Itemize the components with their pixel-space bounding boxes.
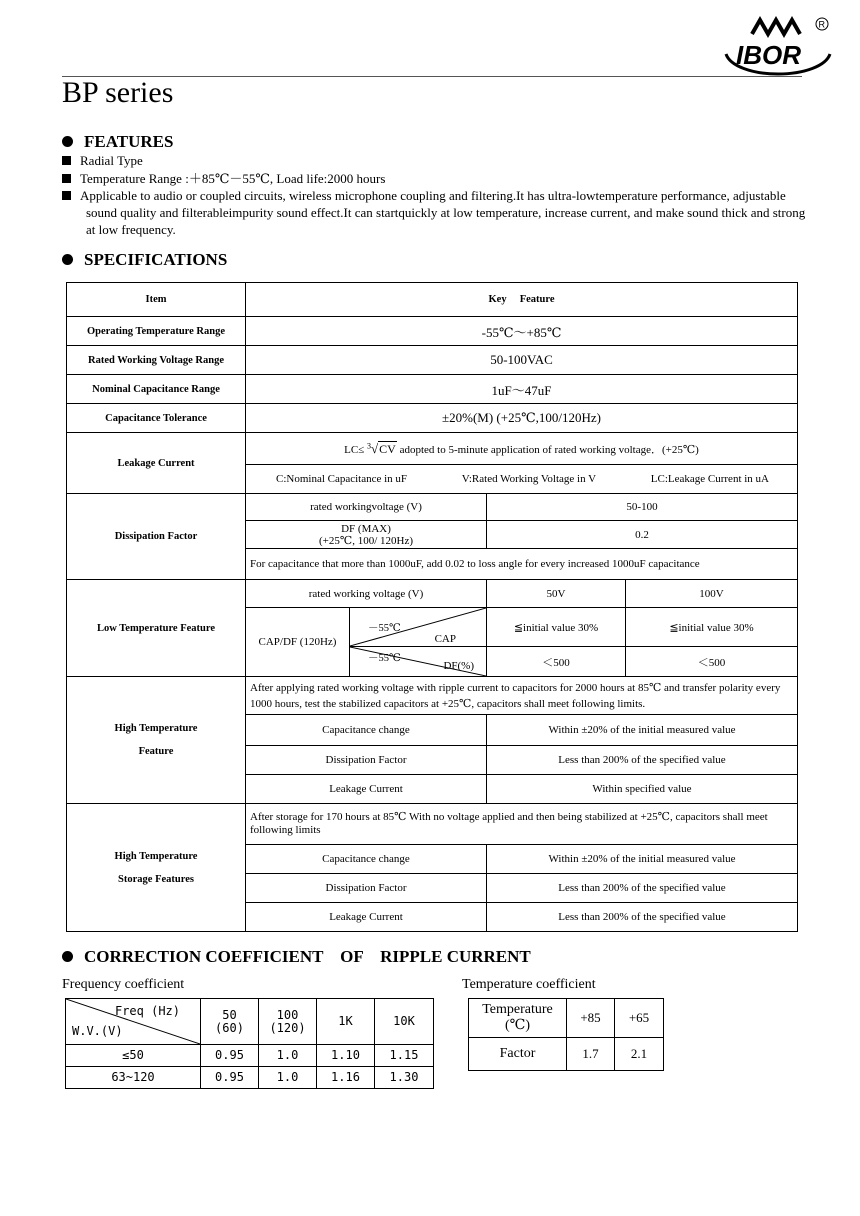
coef-cell: 1.0	[259, 1045, 317, 1067]
df-max-value: 0.2	[487, 521, 798, 549]
feature-item-continued: at low frequency.	[86, 222, 176, 237]
page-title: BP series	[62, 76, 174, 109]
low-temp-v1: 50V	[487, 580, 626, 608]
leakage-notes: C:Nominal Capacitance in uF V:Rated Working Voltage in V LC:Leakage Current in uA	[246, 465, 798, 494]
header-key-feature: Key Feature	[246, 283, 798, 317]
circle-bullet-icon	[62, 136, 73, 147]
table-row	[67, 433, 798, 465]
nominal-cap-label: Nominal Capacitance Range	[67, 375, 246, 404]
factor-value: 2.1	[615, 1038, 664, 1071]
features-heading: FEATURES	[62, 132, 173, 152]
temp-col-header: +85	[567, 999, 615, 1038]
table-header-row	[469, 999, 664, 1038]
header-item: Item	[67, 283, 246, 317]
capdf-label: CAP/DF (120Hz)	[246, 608, 350, 677]
table-row	[67, 804, 798, 845]
logo-registered: R	[818, 19, 825, 30]
op-temp-value: -55℃～+85℃	[246, 317, 798, 346]
high-storage-value: Less than 200% of the specified value	[487, 874, 798, 903]
specifications-heading: SPECIFICATIONS	[62, 250, 227, 270]
high-temp-label: High Temperature Feature	[67, 677, 246, 804]
table-row	[67, 317, 798, 346]
high-storage-label: High Temperature Storage Features	[67, 804, 246, 932]
brand-logo	[722, 14, 834, 76]
dissipation-note: For capacitance that more than 1000uF, add 0.02 to loss angle for every increased 1000uF capacitance	[246, 549, 798, 580]
square-bullet-icon	[62, 191, 71, 200]
low-temp-label: Low Temperature Feature	[67, 580, 246, 677]
coef-cell: 0.95	[201, 1045, 259, 1067]
table-row	[67, 580, 798, 608]
frequency-coefficient-table	[65, 998, 434, 1089]
temp-col-header: +65	[615, 999, 664, 1038]
op-temp-label: Operating Temperature Range	[67, 317, 246, 346]
table-header-row	[66, 999, 434, 1045]
coef-cell: 1.30	[375, 1067, 434, 1089]
high-temp-key: Dissipation Factor	[246, 746, 487, 775]
high-temp-value: Within specified value	[487, 775, 798, 804]
dissipation-voltage-value: 50-100	[487, 494, 798, 521]
low-temp-cap-v1: ≦initial value 30%	[487, 608, 626, 647]
high-storage-key: Dissipation Factor	[246, 874, 487, 903]
coef-cell: 1.10	[317, 1045, 375, 1067]
table-row	[67, 677, 798, 715]
leakage-label: Leakage Current	[67, 433, 246, 494]
table-row	[66, 1045, 434, 1067]
low-temp-cap-v2: ≦initial value 30%	[626, 608, 798, 647]
cap-diagonal-cell: －55℃ CAP	[350, 608, 487, 647]
df-diagonal-cell: －55℃ DF(%)	[350, 647, 487, 677]
high-temp-desc: After applying rated working voltage with ripple current to capacitors for 2000 hours at 85℃ and transfer polarity every 1000 hours, test the stabilized capacitors at +25℃, capacitors shall meet following limits.	[246, 677, 798, 715]
freq-col-header: 100 (120)	[259, 999, 317, 1045]
high-storage-desc: After storage for 170 hours at 85℃ With no voltage applied and then being stabilized at +25℃, capacitors shall meet following limits	[246, 804, 798, 845]
temp-header: Temperature (℃)	[469, 999, 567, 1038]
cap-tol-label: Capacitance Tolerance	[67, 404, 246, 433]
table-header-row	[67, 283, 798, 317]
table-row	[66, 1067, 434, 1089]
freq-wv-diagonal-cell: Freq (Hz) W.V.(V)	[66, 999, 201, 1045]
feature-item: Radial Type	[62, 152, 143, 169]
dissipation-voltage-label: rated workingvoltage (V)	[246, 494, 487, 521]
low-temp-df-v2: ＜500	[626, 647, 798, 677]
cap-tol-value: ±20%(M) (+25℃,100/120Hz)	[246, 404, 798, 433]
low-temp-v2: 100V	[626, 580, 798, 608]
high-temp-value: Within ±20% of the initial measured value	[487, 715, 798, 746]
correction-heading: CORRECTION COEFFICIENT OF RIPPLE CURRENT	[62, 947, 531, 967]
feature-item: Temperature Range :＋85℃－55℃, Load life:2000 hours	[62, 170, 385, 187]
table-row	[67, 375, 798, 404]
low-temp-df-v1: ＜500	[487, 647, 626, 677]
coef-cell: 1.0	[259, 1067, 317, 1089]
dissipation-label: Dissipation Factor	[67, 494, 246, 580]
table-row	[67, 346, 798, 375]
freq-col-header: 1K	[317, 999, 375, 1045]
coef-cell: 1.15	[375, 1045, 434, 1067]
factor-label: Factor	[469, 1038, 567, 1071]
freq-col-header: 50 (60)	[201, 999, 259, 1045]
leakage-formula: LC≤ $^3$√CV adopted to 5-minute application of rated working voltage．(+25℃)	[246, 433, 798, 465]
high-storage-value: Less than 200% of the specified value	[487, 903, 798, 932]
high-temp-key: Leakage Current	[246, 775, 487, 804]
temperature-coefficient-title: Temperature coefficient	[462, 977, 596, 992]
rated-voltage-value: 50-100VAC	[246, 346, 798, 375]
high-temp-key: Capacitance change	[246, 715, 487, 746]
logo-text: IBOR	[736, 40, 801, 70]
rated-voltage-label: Rated Working Voltage Range	[67, 346, 246, 375]
feature-item-continued: sound quality and filterableimpurity sound effect.It can startquickly at low temperature, increase current, and make sound thick and strong	[86, 205, 806, 220]
nominal-cap-value: 1uF～47uF	[246, 375, 798, 404]
feature-item: Applicable to audio or coupled circuits, wireless microphone coupling and filtering.It has ultra-lowtemperature performance, adjustable	[62, 187, 786, 204]
square-bullet-icon	[62, 174, 71, 183]
df-max-label: DF (MAX) (+25℃, 100/ 120Hz)	[246, 521, 487, 549]
wv-cell: 63~120	[66, 1067, 201, 1089]
circle-bullet-icon	[62, 254, 73, 265]
freq-col-header: 10K	[375, 999, 434, 1045]
table-row	[469, 1038, 664, 1071]
square-bullet-icon	[62, 156, 71, 165]
low-temp-voltage-label: rated working voltage (V)	[246, 580, 487, 608]
high-temp-value: Less than 200% of the specified value	[487, 746, 798, 775]
temperature-coefficient-table	[468, 998, 664, 1071]
coef-cell: 0.95	[201, 1067, 259, 1089]
frequency-coefficient-title: Frequency coefficient	[62, 977, 185, 992]
factor-value: 1.7	[567, 1038, 615, 1071]
high-storage-key: Leakage Current	[246, 903, 487, 932]
ibor-logo-icon	[722, 14, 834, 76]
wv-cell: ≤50	[66, 1045, 201, 1067]
table-row	[67, 404, 798, 433]
high-storage-value: Within ±20% of the initial measured value	[487, 845, 798, 874]
specifications-table	[66, 282, 798, 932]
table-row	[67, 494, 798, 521]
coef-cell: 1.16	[317, 1067, 375, 1089]
high-storage-key: Capacitance change	[246, 845, 487, 874]
circle-bullet-icon	[62, 951, 73, 962]
